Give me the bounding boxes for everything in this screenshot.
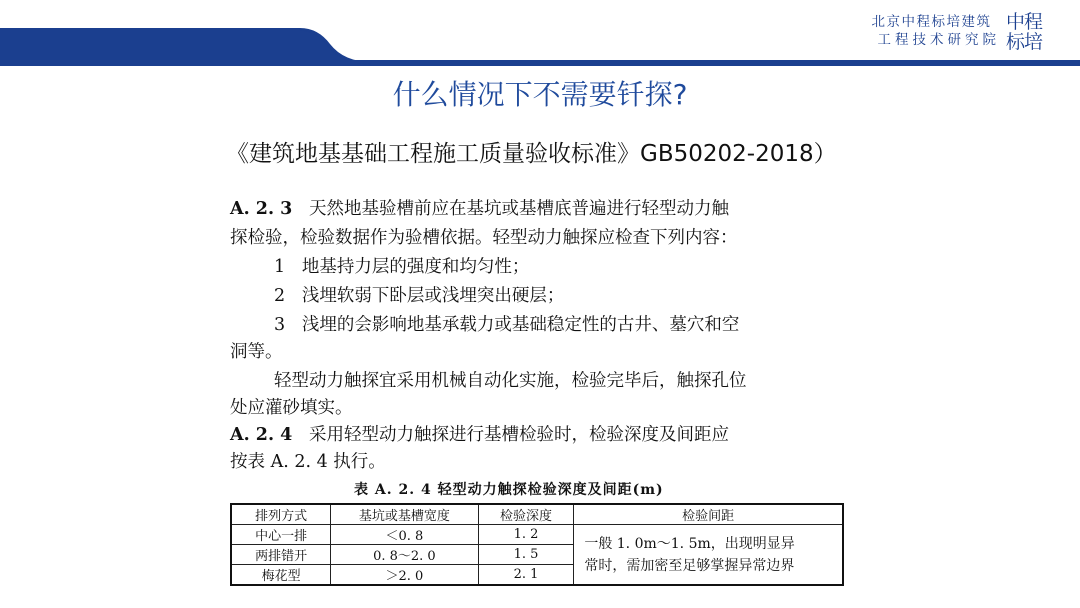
paragraph-line1: 轻型动力触探宜采用机械自动化实施，检验完毕后，触探孔位 <box>274 371 747 391</box>
paragraph-line2: 处应灌砂填实。 <box>230 398 353 418</box>
table-header-cell: 排列方式 <box>231 504 331 525</box>
clause-a23-line2: 探检验，检验数据作为验槽依据。轻型动力触探应检查下列内容： <box>230 228 738 248</box>
table-remark-cell <box>574 525 843 586</box>
standard-reference: 《建筑地基基础工程施工质量验收标准》GB50202-2018） <box>226 141 837 167</box>
list-item-number: 2 <box>274 286 286 306</box>
org-name <box>872 13 1001 49</box>
table-header-row <box>231 504 843 525</box>
inspection-table <box>230 503 844 586</box>
logo-line2: 标培 <box>1006 31 1043 53</box>
list-item-number: 1 <box>274 257 286 277</box>
list-item-3-continuation: 洞等。 <box>230 342 283 362</box>
table-cell: 0. 8～2. 0 <box>331 545 478 565</box>
clause-number: A. 2. 4 <box>230 425 293 445</box>
table-header-cell: 检验深度 <box>478 504 574 525</box>
table-cell: 1. 2 <box>478 525 574 545</box>
list-item-1 <box>274 254 529 280</box>
remark-line2: 常时，需加密至足够掌握异常边界 <box>584 557 795 574</box>
list-item-3 <box>274 312 739 338</box>
table-cell: 2. 1 <box>478 565 574 586</box>
table-header-cell: 检验间距 <box>574 504 843 525</box>
clause-a24-line2: 按表 A. 2. 4 执行。 <box>230 452 386 472</box>
clause-number: A. 2. 3 <box>230 199 293 219</box>
clause-a23-line1 <box>230 196 729 222</box>
clause-text: 天然地基验槽前应在基坑或基槽底普遍进行轻型动力触 <box>309 199 730 219</box>
slide-title: 什么情况下不需要钎探? <box>392 78 688 111</box>
logo-line1: 中程 <box>1006 11 1043 33</box>
table-cell: 中心一排 <box>231 525 331 545</box>
remark-line1: 一般 1. 0m～1. 5m，出现明显异 <box>584 535 795 552</box>
table-cell: 梅花型 <box>231 565 331 586</box>
table-caption: 表 A. 2. 4 轻型动力触探检验深度及间距(m) <box>354 482 664 498</box>
table-cell: ＜0. 8 <box>331 525 478 545</box>
list-item-text: 浅埋的会影响地基承载力或基础稳定性的古井、墓穴和空 <box>301 315 740 335</box>
clause-a24-line1 <box>230 422 729 448</box>
table-cell: ＞2. 0 <box>331 565 478 586</box>
logo <box>1006 12 1052 56</box>
org-name-line2: 工程技术研究院 <box>877 32 1000 48</box>
list-item-text: 浅埋软弱下卧层或浅埋突出硬层； <box>301 286 565 306</box>
table-cell: 1. 5 <box>478 545 574 565</box>
table-row <box>231 525 843 545</box>
clause-text: 采用轻型动力触探进行基槽检验时，检验深度及间距应 <box>309 425 730 445</box>
list-item-text: 地基持力层的强度和均匀性； <box>301 257 530 277</box>
list-item-2 <box>274 283 564 309</box>
table-cell: 两排错开 <box>231 545 331 565</box>
table-header-cell: 基坑或基槽宽度 <box>331 504 478 525</box>
list-item-number: 3 <box>274 315 286 335</box>
header-band <box>0 0 1080 66</box>
org-name-line1: 北京中程标培建筑 <box>871 14 992 30</box>
